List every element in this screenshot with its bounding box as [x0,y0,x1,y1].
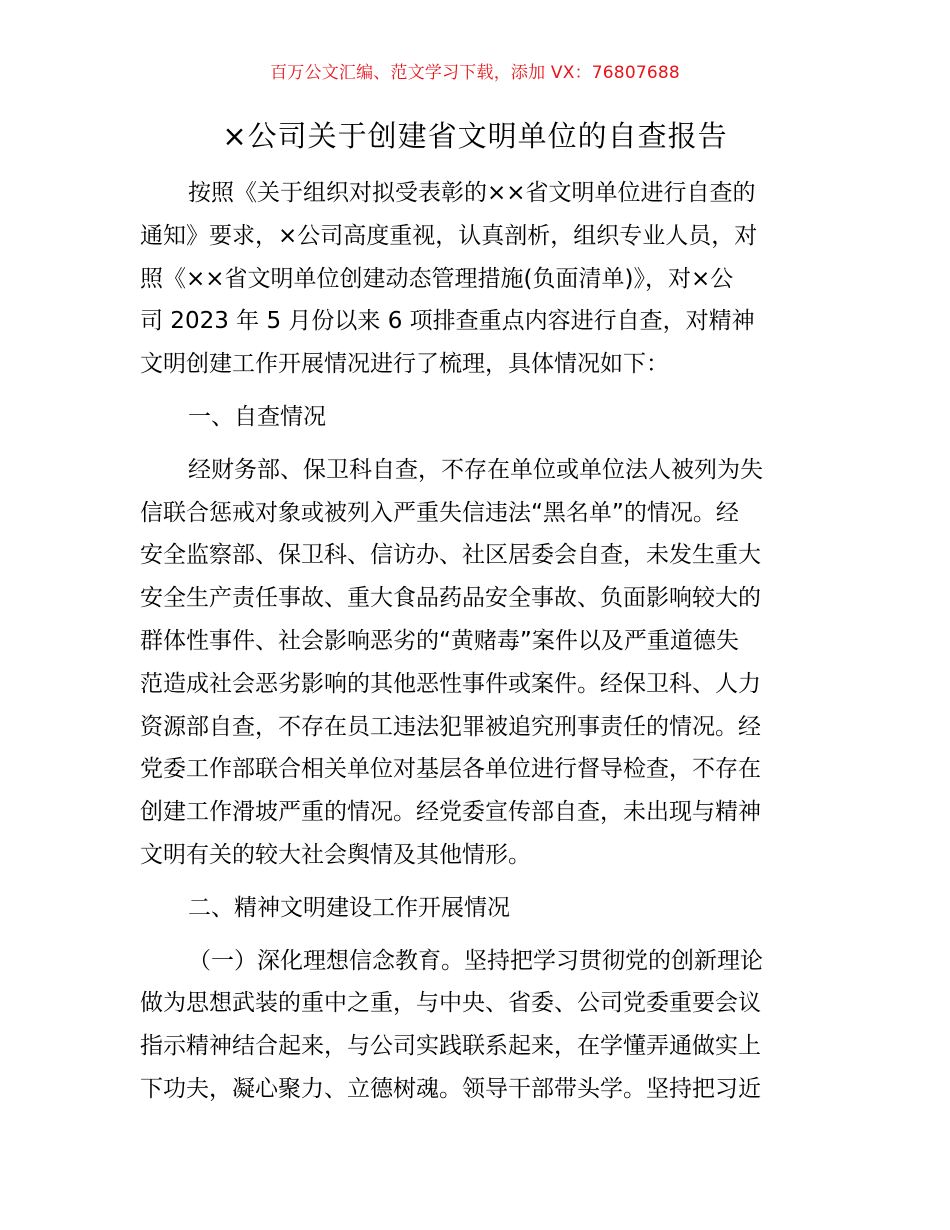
paragraph-line: 经财务部、保卫科自查，不存在单位或单位法人被列为失 [188,456,763,483]
document-body [140,172,820,1111]
download-watermark-note: 百万公文汇编、范文学习下载，添加 VX：76807688 [270,63,680,83]
paragraph-line: 资源部自查，不存在员工违法犯罪被追究刑事责任的情况。经 [140,713,761,740]
document-title: ×公司关于创建省文明单位的自查报告 [222,119,728,153]
paragraph-line: 创建工作滑坡严重的情况。经党委宣传部自查，未出现与精神 [140,799,761,826]
paragraph-line: 范造成社会恶劣影响的其他恶性事件或案件。经保卫科、人力 [140,670,761,697]
paragraph-line: 文明有关的较大社会舆情及其他情形。 [140,841,531,868]
paragraph-line: 通知》要求，×公司高度重视，认真剖析，组织专业人员，对 [140,222,758,249]
paragraph-line: 安全监察部、保卫科、信访办、社区居委会自查，未发生重大 [140,542,761,569]
paragraph-line: 群体性事件、社会影响恶劣的“黄赌毒”案件以及严重道德失 [140,627,739,654]
section-heading-civilization-work: 二、精神文明建设工作开展情况 [188,894,510,921]
paragraph-line: 按照《关于组织对拟受表彰的××省文明单位进行自查的 [188,180,756,206]
paragraph-line: 党委工作部联合相关单位对基层各单位进行督导检查，不存在 [140,756,761,783]
paragraph-line: 文明创建工作开展情况进行了梳理，具体情况如下： [140,351,669,378]
paragraph-line: 指示精神结合起来，与公司实践联系起来，在学懂弄通做实上 [140,1033,761,1060]
paragraph-line: （一）深化理想信念教育。坚持把学习贯彻党的创新理论 [188,947,763,974]
section-heading-self-check: 一、自查情况 [188,403,326,430]
paragraph-line: 司 2023 年 5 月份以来 6 项排查重点内容进行自查，对精神 [140,308,755,335]
paragraph-line: 安全生产责任事故、重大食品药品安全事故、负面影响较大的 [140,585,761,612]
paragraph-line: 做为思想武装的重中之重，与中央、省委、公司党委重要会议 [140,990,761,1017]
paragraph-line: 照《××省文明单位创建动态管理措施(负面清单)》，对×公 [140,265,734,292]
paragraph-line: 信联合惩戒对象或被列入严重失信违法“黑名单”的情况。经 [140,499,739,526]
paragraph-line: 下功夫，凝心聚力、立德树魂。领导干部带头学。坚持把习近 [140,1075,761,1102]
